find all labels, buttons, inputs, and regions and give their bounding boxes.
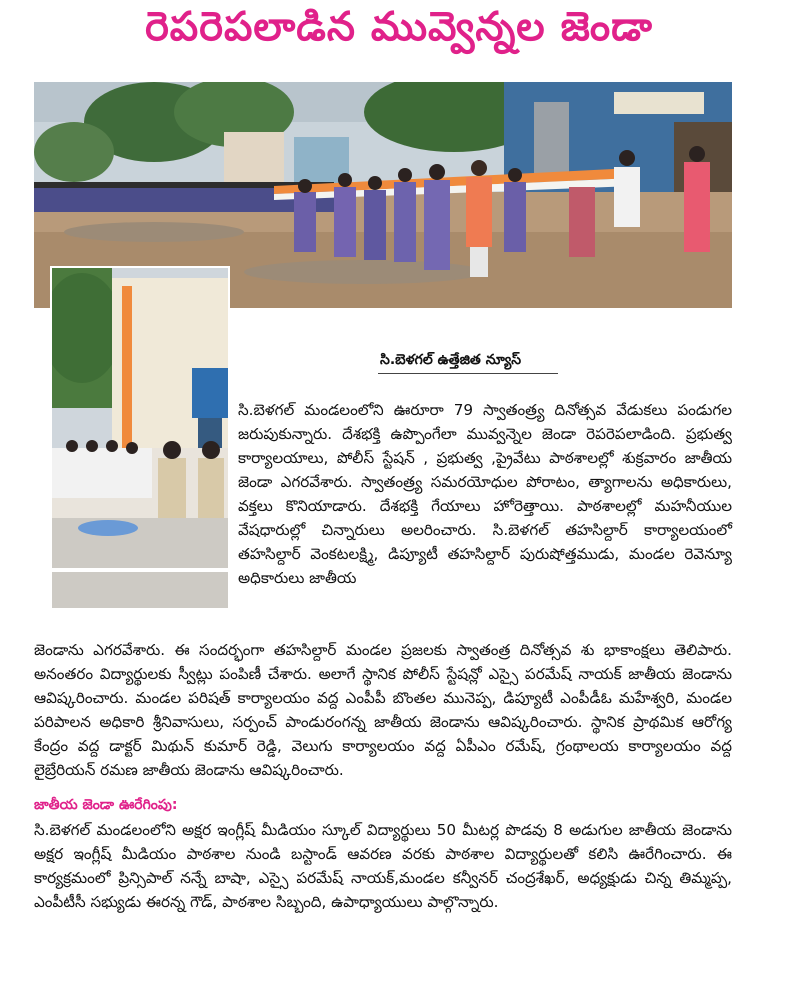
section-subheading: జాతీయ జెండా ఊరేగింపు: [34, 797, 178, 813]
article-paragraph-3: సి.బెళగల్ మండలంలోని అక్షర ఇంగ్లీష్ మీడియం స్కూల్ విద్యార్థులు 50 మీటర్ల పొడవు 8 అడుగుల జాతీయ జెండాను అక్షర ఇంగ్లీష్ మీడియం పాఠశాల నుండి బస్టాండ్ ఆవరణ వరకు పాఠశాల విద్యార్థులతో కలిసి ఊరేగించారు. ఈ కార్యక్రమంలో ప్రిన్సిపాల్ నన్నే బాషా, ఎస్సై పరమేష్ నాయక్,మండల కన్వీనర్ చంద్రశేఖర్, అధ్యక్షుడు చిన్న తిమ్మప్ప, ఎంపీటీసీ సభ్యుడు ఈరన్న గౌడ్, పాఠశాల సిబ్బంది, ఉపాధ్యాయులు పాల్గొన్నారు. [34, 821, 732, 911]
flag-hoisting-photo [50, 266, 230, 610]
byline-rule [378, 373, 558, 374]
article-paragraph-1: సి.బెళగల్ మండలంలోని ఊరూరా 79 స్వాతంత్ర్య దినోత్సవ వేడుకలు పండుగల జరుపుకున్నారు. దేశభక్తి ఉప్పొంగేలా మువ్వన్నెల జెండా రెపరెపలాడింది. ప్రభుత్వ కార్యాలయాలు, పోలీస్ స్టేషన్ , ప్రభుత్వ ,ప్రైవేటు పాఠశాలల్లో శుక్రవారం జాతీయ జెండా ఎగరవేశారు. స్వాతంత్ర్య సమరయోధుల పోరాటం, త్యాగాలను అధికారులు, వక్తలు కొనియాడారు. దేశభక్తి గేయాలు హోరెత్తాయి. పాఠశాలల్లో మహనీయుల వేషధారుల్లో చిన్నారులు అలరించారు. సి.బెళగల్ తహసిల్దార్ కార్యాలయంలో తహసిల్దార్ వెంకటలక్ష్మి, డిప్యూటీ తహసిల్దార్ పురుషోత్తముడు, మండల రెవెన్యూ అధికారులు జాతీయ [238, 401, 732, 587]
article-body-part-2 [34, 638, 732, 782]
article-paragraph-2: జెండాను ఎగరవేశారు. ఈ సందర్భంగా తహసిల్దార్ మండల ప్రజలకు స్వాతంత్ర దినోత్సవ శు భాకాంక్షలు తెలిపారు. అనంతరం విద్యార్థులకు స్వీట్లు పంపిణీ చేశారు. అలాగే స్థానిక పోలీస్ స్టేషన్లో ఎస్సై పరమేష్ నాయక్ జాతీయ జెండాను ఆవిష్కరించారు. మండల పరిషత్ కార్యాలయం వద్ద ఎంపీపీ బొంతల మునెప్ప, డిప్యూటీ ఎంపీడీఓ మహేశ్వరి, మండల పరిపాలన అధికారి శ్రీనివాసులు, సర్పంచ్ పాండురంగన్న జాతీయ జెండాను ఆవిష్కరించారు. స్థానిక ప్రాథమిక ఆరోగ్య కేంద్రం వద్ద డాక్టర్ మిథున్ కుమార్ రెడ్డి, వెలుగు కార్యాలయం వద్ద ఏపీఎం రమేష్, గ్రంథాలయ కార్యాలయం వద్ద లైబ్రేరియన్ రమణ జాతీయ జెండాను ఆవిష్కరించారు. [34, 641, 732, 779]
headline: రెపరెపలాడిన మువ్వెన్నల జెండా [145, 4, 653, 50]
byline: సి.బెళగల్ ఉత్తేజిత న్యూస్ [380, 352, 522, 368]
article-body-part-1 [238, 398, 732, 590]
article-body-part-3 [34, 818, 732, 914]
